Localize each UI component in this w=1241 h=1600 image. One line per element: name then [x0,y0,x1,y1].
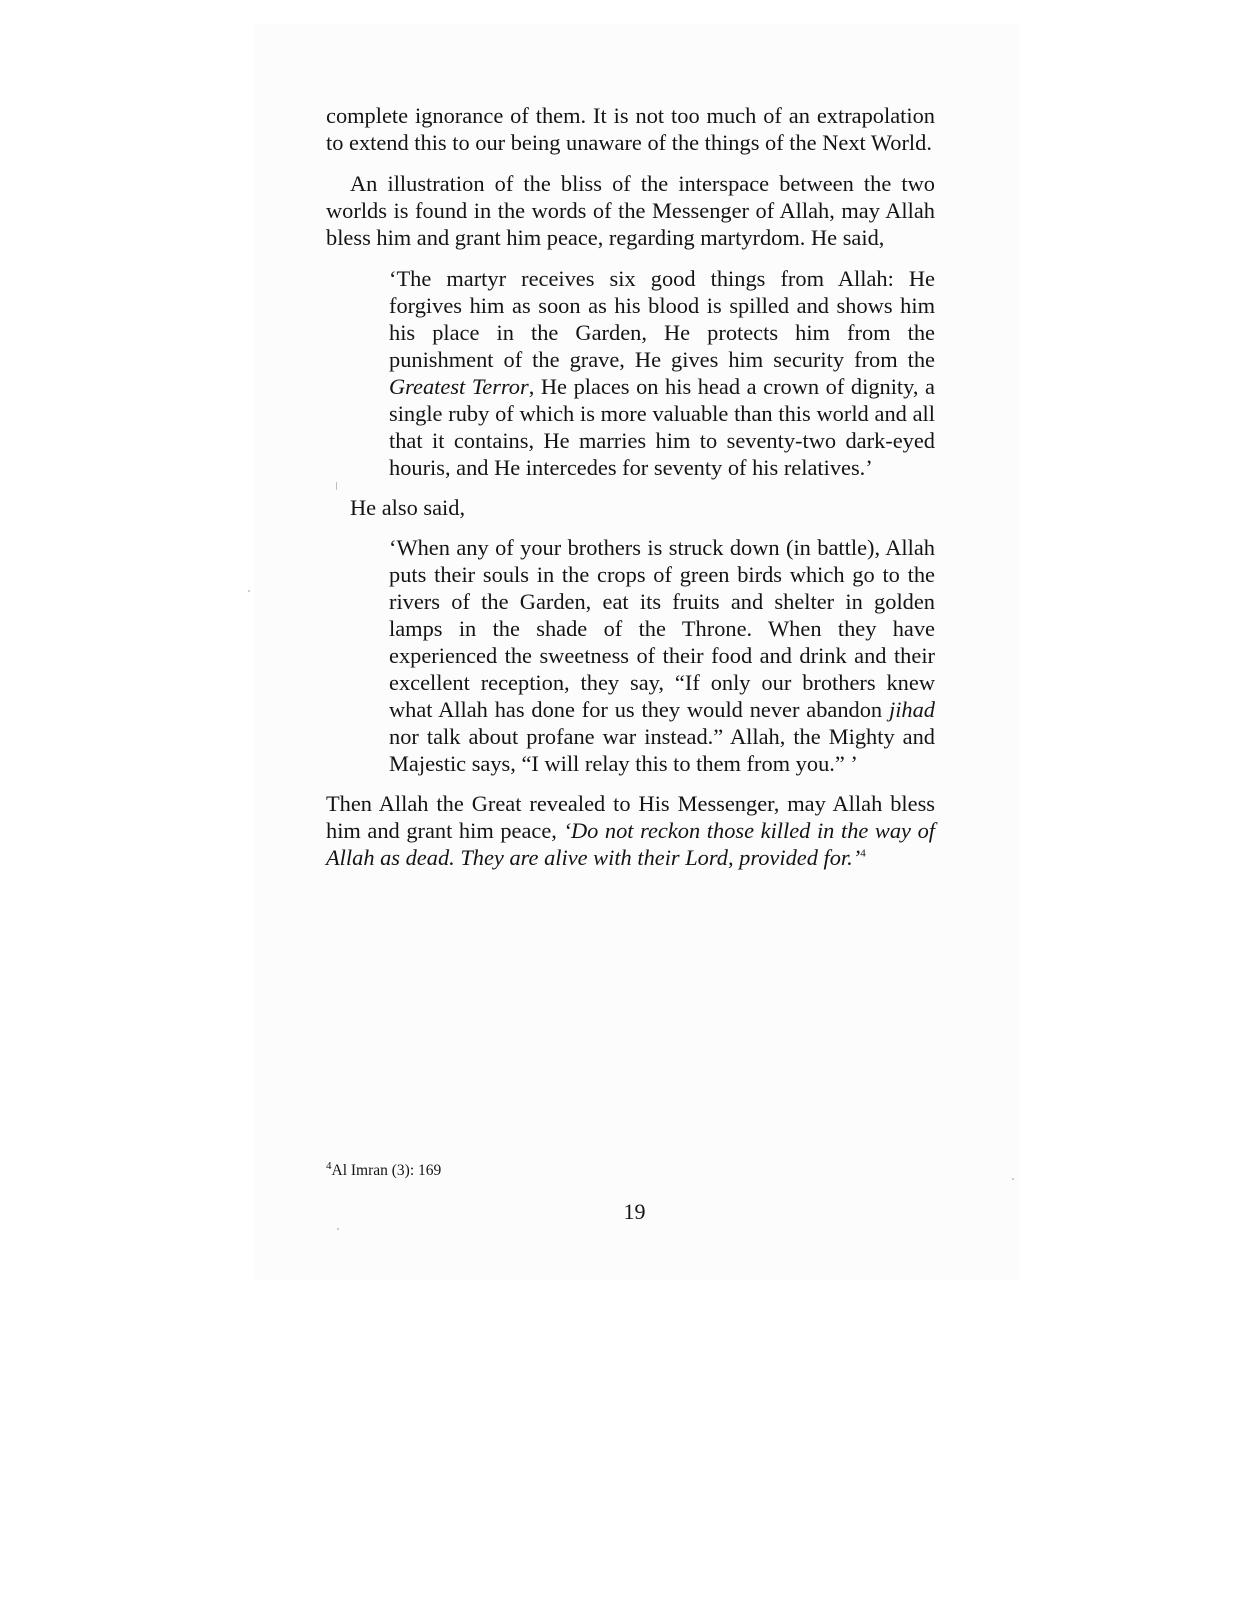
footnote-text: Al Imran (3): 169 [331,1162,442,1179]
footnote-number: 4 [326,1159,332,1172]
quote-green-birds [389,534,935,777]
quote1-part1: ‘The martyr receives six good things from Allah: He forgives him as soon as his blood is spilled and shows him his place in the Garden, He protects him from the punishment of the grave, He gives him security from the [389,266,935,372]
quote1-emphasis: Greatest Terror [389,374,529,399]
quote2-part1: ‘When any of your brothers is struck down (in battle), Allah puts their souls in the crops of green birds which go to the rivers of the Garden, eat its fruits and shelter in golden lamps in the shade of the Throne. When they have experienced the sweetness of their food and drink and their excellent reception, they say, “If only our brothers knew what Allah has done for us they would never abandon [389,535,935,722]
page-number: 19 [623,1199,646,1224]
scan-speck [336,482,337,490]
quote1-part2: , He places on his head a crown of dignity, a single ruby of which is more valuable than this world and all that it contains, He marries him to seventy-two dark-eyed houris, and He intercedes for seventy of his relatives.’ [389,374,936,480]
scan-speck [248,590,250,592]
scan-speck [337,1228,339,1230]
paragraph-1: complete ignorance of them. It is not too much of an extrapolation to extend this to our being unaware of the things of the Next World. [326,103,935,155]
paragraph-3: He also said, [350,495,466,520]
scan-speck [1012,1178,1014,1180]
body-text [326,102,935,871]
footnote-reference[interactable]: 4 [860,847,866,860]
p4-part1: Then Allah the Great revealed to His Messenger, may Allah bless him and grant him peace, [326,791,935,843]
paragraph-2: An illustration of the bliss of the interspace between the two worlds is found in the words of the Messenger of Allah, may Allah bless him and grant him peace, regarding martyrdom. He said, [326,171,935,250]
p4-quran-verse: ‘Do not reckon those killed in the way of Allah as dead. They are alive with their Lord, provided for.’ [326,818,935,870]
quote2-emphasis: jihad [888,697,935,722]
footnote [326,1161,441,1181]
quote2-part2: nor talk about profane war instead.” Allah, the Mighty and Majestic says, “I will relay this to them from you.” ’ [389,724,935,776]
quote-martyr-rewards [389,265,935,481]
paragraph-4 [326,790,935,871]
